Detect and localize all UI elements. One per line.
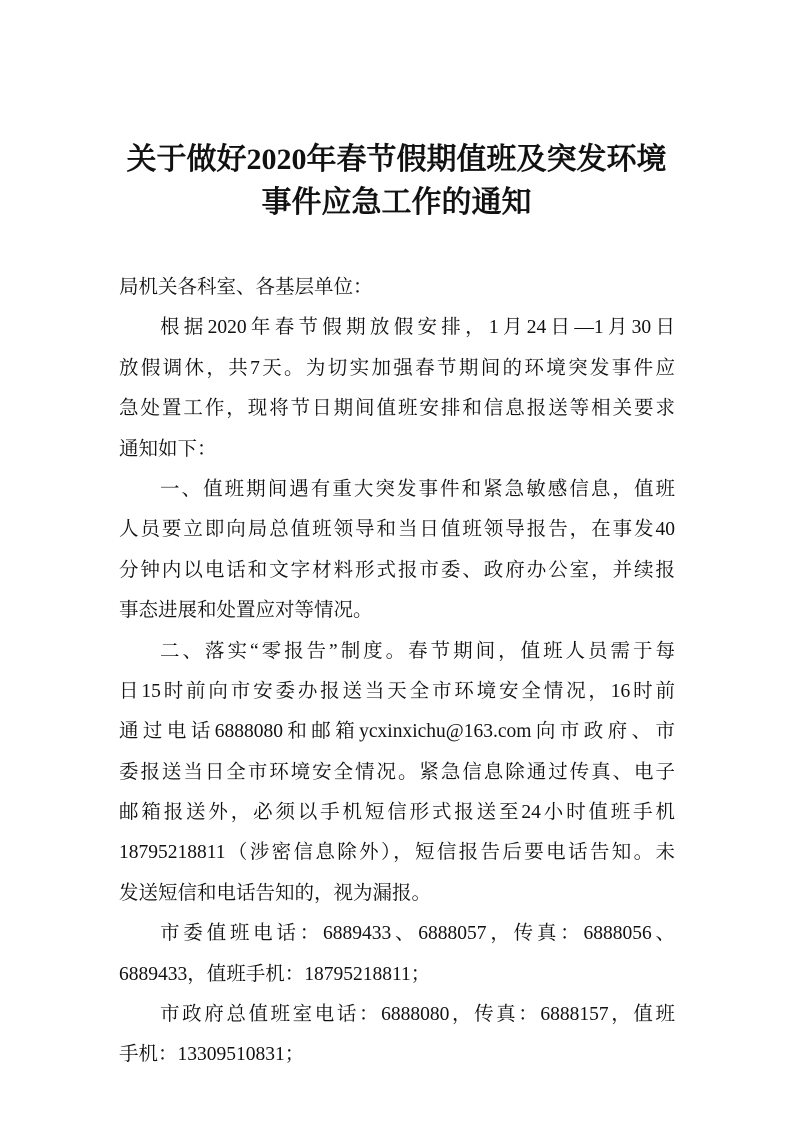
document-title-line-2: 事件应急工作的通知 (261, 186, 532, 219)
text-line: 根据2020年春节假期放假安排，1月24日—1月30日 (160, 317, 675, 339)
document-title-line-1: 关于做好2020年春节假期值班及突发环境 (126, 143, 667, 176)
text-line: 18795218811（涉密信息除外），短信报告后要电话告知。未 (119, 842, 675, 864)
text-line: 手机：13309510831； (119, 1044, 305, 1066)
text-line: 市委值班电话：6889433、6888057，传真：6888056、 (160, 923, 675, 945)
text-line: 二、落实“零报告”制度。春节期间，值班人员需于每 (160, 640, 675, 662)
text-line: 通知如下： (119, 438, 217, 460)
text-line: 6889433，值班手机：18795218811； (119, 963, 431, 985)
text-line: 人员要立即向局总值班领导和当日值班领导报告，在事发40 (119, 519, 675, 541)
text-line: 日15时前向市安委办报送当天全市环境安全情况，16时前 (119, 680, 675, 702)
text-line: 分钟内以电话和文字材料形式报市委、政府办公室，并续报 (119, 559, 675, 581)
text-line: 邮箱报送外，必须以手机短信形式报送至24小时值班手机 (119, 802, 675, 824)
text-line: 市政府总值班室电话：6888080，传真：6888157，值班 (160, 1004, 675, 1026)
text-line: 委报送当日全市环境安全情况。紧急信息除通过传真、电子 (119, 761, 675, 783)
text-line: 放假调休，共7天。为切实加强春节期间的环境突发事件应 (119, 357, 675, 379)
text-line: 一、值班期间遇有重大突发事件和紧急敏感信息，值班 (160, 478, 675, 500)
text-line: 急处置工作，现将节日期间值班安排和信息报送等相关要求 (119, 398, 675, 420)
text-line: 事态进展和处置应对等情况。 (119, 600, 373, 622)
text-line: 通过电话6888080和邮箱ycxinxichu@163.com向市政府、市 (119, 721, 675, 743)
document-body (119, 272, 675, 1080)
text-line: 发送短信和电话告知的，视为漏报。 (119, 882, 432, 904)
text-line: 局机关各科室、各基层单位： (119, 277, 373, 298)
